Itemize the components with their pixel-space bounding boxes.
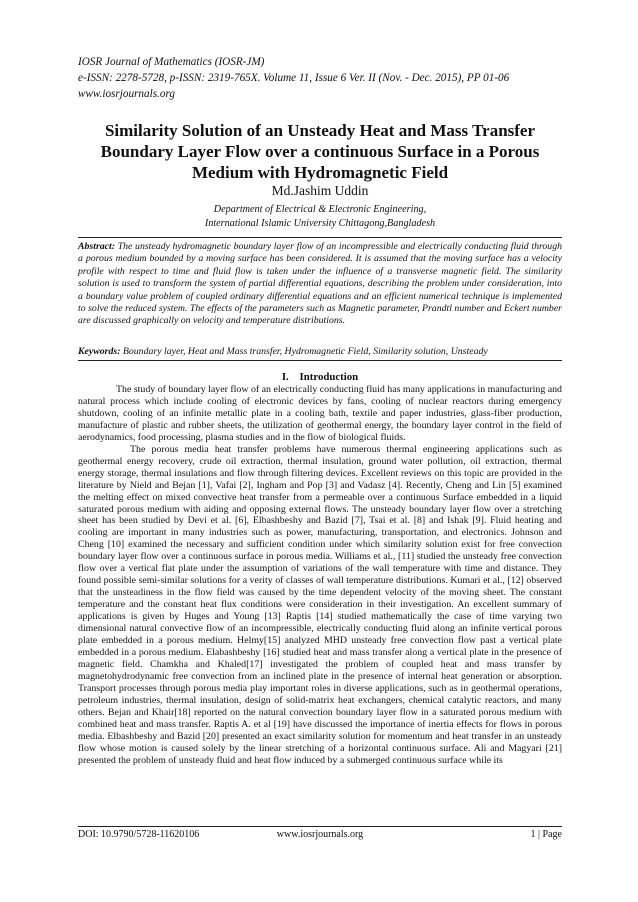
footer-rule	[78, 826, 562, 827]
author-affiliation	[70, 203, 570, 231]
journal-website: www.iosrjournals.org	[78, 88, 175, 100]
journal-name: IOSR Journal of Mathematics (IOSR-JM)	[78, 56, 265, 68]
keywords	[78, 346, 562, 358]
author-name: Md.Jashim Uddin	[271, 183, 369, 198]
abstract-label: Abstract:	[78, 241, 116, 252]
abstract-text: The unsteady hydromagnetic boundary layer flow of an incompressible and electrically conducting fluid through a porous medium bounded by a moving surface has been considered. It is assumed that the moving surface has a velocity profile with respect to time and fluid flow is taken under the influence of a transverse magnetic field. The similarity solution is used to transform the system of partial differential equations, describing the problem under consideration, into a boundary value problem of coupled ordinary differential equations and an efficient numerical technique is implemented to solve the reduced system. The effects of the parameters such as Magnetic parameter, Prandtl number and Eckert number are discussed graphically on velocity and temperature distributions.	[78, 241, 563, 327]
footer-website: www.iosrjournals.org	[276, 829, 364, 840]
introduction-body	[78, 384, 562, 767]
issn-line: e-ISSN: 2278-5728, p-ISSN: 2319-765X. Volume 11, Issue 6 Ver. II (Nov. - Dec. 2015), PP 01-06	[78, 72, 510, 84]
affiliation-department: Department of Electrical & Electronic Engineering,	[213, 204, 427, 215]
keywords-bottom-rule	[78, 360, 562, 361]
intro-paragraph-1: The study of boundary layer flow of an electrically conducting fluid has many applications in manufacturing and natural process which include cooling of electronic devices by fans, cooling of nuclear reactors during emergency shutdown, cooling of an infinite metallic plate in a cooling bath, textile and paper industries, glass-fiber production, manufacture of plastic and rubber sheets, the utilization of geothermal energy, the boundary layer control in the field of aerodynamics, food processing, plasma studies and in the flow of biological fluids.	[78, 384, 562, 443]
abstract-top-rule	[78, 237, 562, 238]
keywords-text: Boundary layer, Heat and Mass transfer, Hydromagnetic Field, Similarity solution, Unsteady	[122, 346, 488, 357]
keywords-label: Keywords:	[78, 346, 121, 357]
intro-paragraph-2: The porous media heat transfer problems have numerous thermal engineering applications such as geothermal energy recovery, crude oil extraction, thermal insulation, ground water pollution, oil extraction, thermal energy storage, thermal insulations and flow through filtering devices. Excellent reviews on this topic are provided in the literature by Nield and Bejan [1], Vafai [2], Ingham and Pop [3] and Vadasz [4]. Recently, Cheng and Lin [5] examined the melting effect on mixed convective heat transfer from a permeable over a continuous Surface embedded in a liquid saturated porous medium with aiding and opposing external flows. The unsteady boundary layer flow over a stretching sheet has been studied by Devi et al. [6], Elbashbeshy and Bazid [7], Tsai et al. [8] and Ishak [9]. Fluid heating and cooling are important in many industries such as power, manufacturing, transportation, and electronics. Johnson and Cheng [10] examined the necessary and sufficient condition under which similarity solution exist for free convection boundary layer flow over a continuous surface in porous media. Williams et al., [11] studied the unsteady free convection flow over a vertical flat plate under the assumption of variations of the wall temperature with time and distance. They found possible semi-similar solutions for a verity of classes of wall temperature distributions. Kumari et al., [12] observed that the unsteadiness in the flow field was caused by the time dependent velocity of the moving sheet. The constant temperature and the constant heat flux conditions were consideration in their investigation. An excellent summary of applications is given by Huges and Young [13] Raptis [14] studied mathematically the case of time varying two dimensional natural convective flow of an incompressible, electrically conducting fluid along an infinite vertical porous plate embedded in a porous medium. Helmy[15] analyzed MHD unsteady free convection flow past a vertical plate embedded in a porous medium. Elabashbeshy [16] studied heat and mass transfer along a vertical plate in the presence of magnetic field. Chamkha and Khaled[17] investigated the problem of coupled heat and mass transfer by magnetohydrodynamic free convection from an inclined plate in the presence of internal heat generation or absorption. Transport processes through porous media play important roles in diverse applications, such as in geothermal operations, petroleum industries, thermal insulation, design of solid-matrix heat exchangers, chemical catalytic reactors, and many others. Bejan and Khair[18] reported on the natural convection boundary layer flow in a saturated porous medium with combined heat and mass transfer. Raptis A. et al [19] have discussed the importance of inertia effects for flows in porous media. Elbashbeshy and Bazid [20] presented an exact similarity solution for momentum and heat transfer in an unsteady flow whose motion is caused solely by the linear stretching of a horizontal continuous surface. Ali and Magyari [21] presented the problem of unsteady fluid and heat flow induced by a submerged continuous surface while its	[78, 443, 562, 766]
paper-title: Similarity Solution of an Unsteady Heat and Mass Transfer Boundary Layer Flow over a continuous Surface in a Porous Medium with Hydromagnetic Field	[100, 121, 540, 182]
footer-page-number: 1 | Page	[530, 829, 562, 840]
abstract	[78, 241, 562, 328]
footer-doi: DOI: 10.9790/5728-11620106	[78, 829, 200, 840]
section-heading-introduction: I. Introduction	[281, 371, 359, 383]
affiliation-university: International Islamic University Chittagong,Bangladesh	[204, 218, 436, 229]
journal-header	[78, 54, 568, 102]
